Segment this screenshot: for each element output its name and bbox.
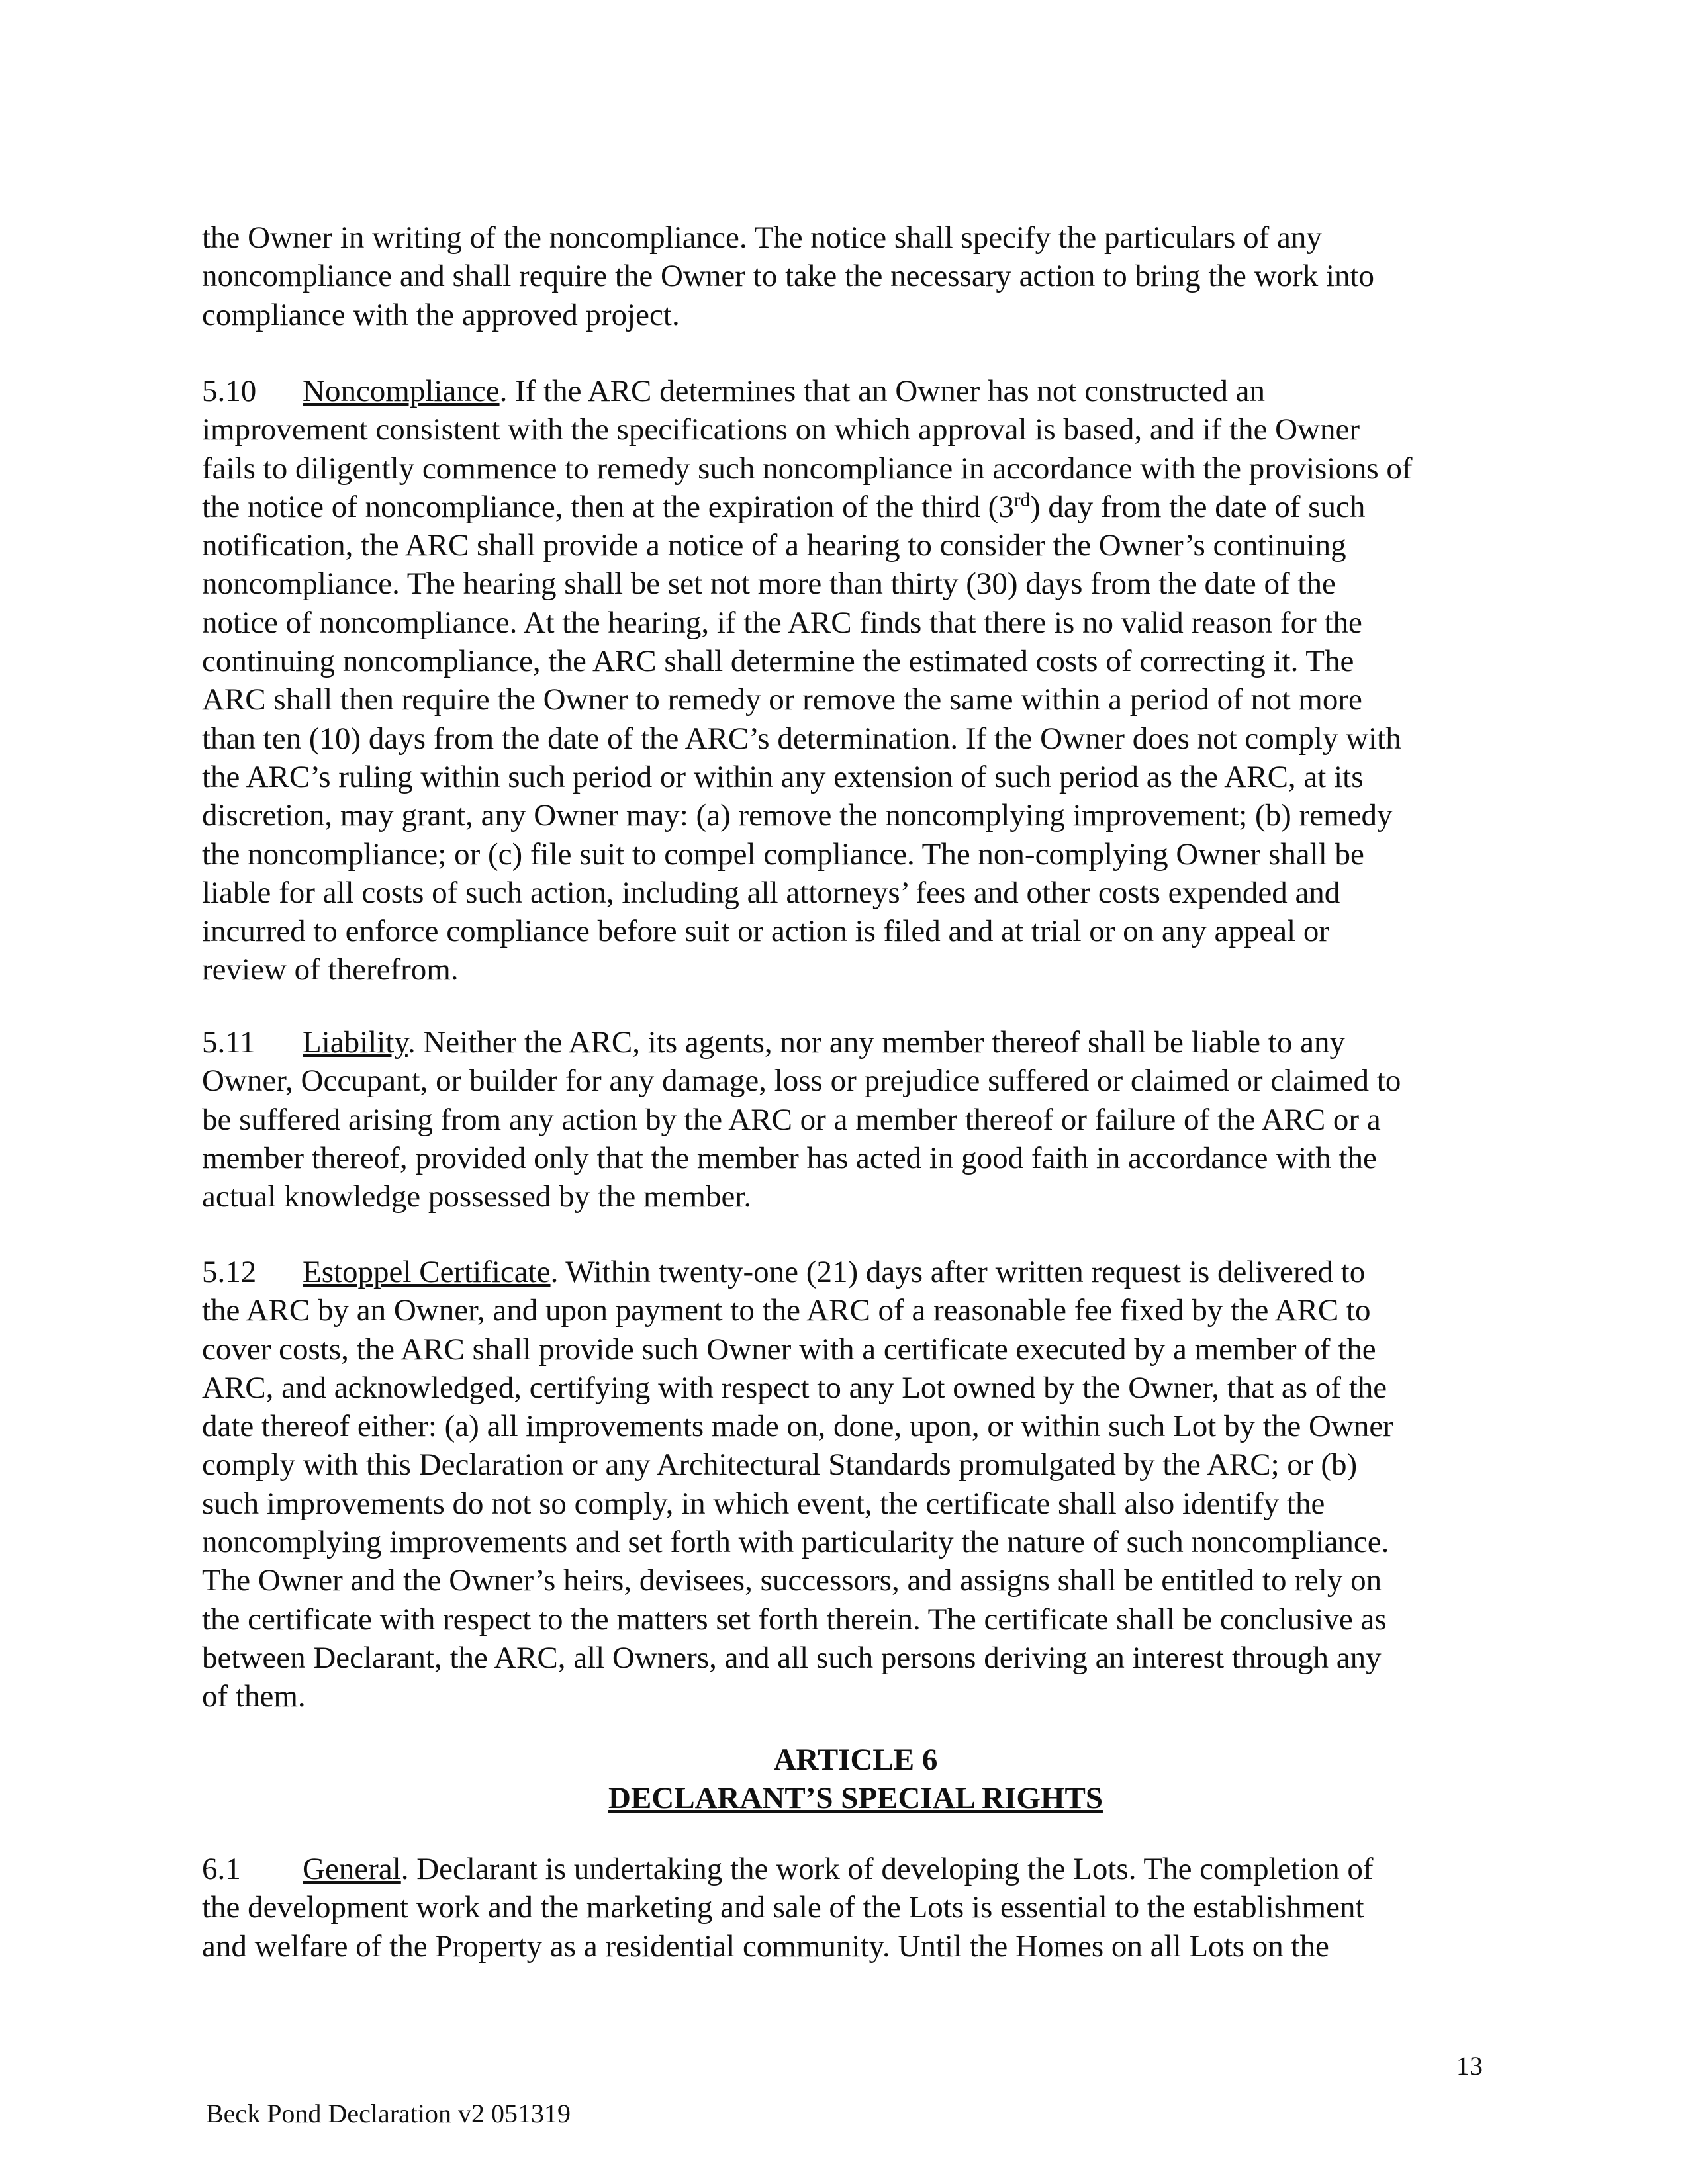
text-line: the certificate with respect to the matters set forth therein. The certificate shall be conclusive as <box>202 1602 1387 1637</box>
text-line: the noncompliance; or (c) file suit to compel compliance. The non-complying Owner shall be <box>202 837 1364 872</box>
text-line: cover costs, the ARC shall provide such Owner with a certificate executed by a member of the <box>202 1332 1376 1367</box>
text-fragment: the notice of noncompliance, then at the expiration of the third (3 <box>202 489 1014 524</box>
text-line: Owner, Occupant, or builder for any damage, loss or prejudice suffered or claimed or claimed to <box>202 1064 1401 1099</box>
text-line: notification, the ARC shall provide a notice of a hearing to consider the Owner’s continuing <box>202 528 1346 563</box>
text-line: member thereof, provided only that the member has acted in good faith in accordance with the <box>202 1140 1377 1175</box>
section-5-11 <box>202 1023 1509 1216</box>
text-fragment: . Within twenty-one (21) days after written request is delivered to <box>550 1255 1366 1289</box>
text-line: of them. <box>202 1679 306 1714</box>
text-line: date thereof either: (a) all improvements made on, done, upon, or within such Lot by the Owner <box>202 1409 1393 1444</box>
section-6-1 <box>202 1850 1509 1966</box>
text-line: the Owner in writing of the noncompliance. The notice shall specify the particulars of any <box>202 220 1322 255</box>
text-line: noncompliance and shall require the Owner to take the necessary action to bring the work into <box>202 259 1375 294</box>
text-line: the ARC by an Owner, and upon payment to the ARC of a reasonable fee fixed by the ARC to <box>202 1293 1371 1328</box>
text-line: review of therefrom. <box>202 952 459 987</box>
text-line: liable for all costs of such action, including all attorneys’ fees and other costs expended and <box>202 875 1340 910</box>
text-line: fails to diligently commence to remedy such noncompliance in accordance with the provisions of <box>202 451 1413 486</box>
text-line: such improvements do not so comply, in which event, the certificate shall also identify the <box>202 1486 1325 1521</box>
text-line: actual knowledge possessed by the member. <box>202 1179 752 1214</box>
text-line: than ten (10) days from the date of the ARC’s determination. If the Owner does not comply with <box>202 721 1401 756</box>
article-subheading-text: DECLARANT’S SPECIAL RIGHTS <box>608 1781 1103 1815</box>
section-title: Noncompliance <box>303 374 500 408</box>
text-line: notice of noncompliance. At the hearing, if the ARC finds that there is no valid reason for the <box>202 605 1362 640</box>
ordinal-superscript: rd <box>1013 489 1030 511</box>
footer-doc-id: Beck Pond Declaration v2 051319 <box>206 2099 571 2128</box>
text-line: improvement consistent with the specifications on which approval is based, and if the Owner <box>202 412 1360 447</box>
article-subheading <box>202 1779 1509 1817</box>
section-5-10 <box>202 372 1509 989</box>
section-title: Estoppel Certificate <box>303 1255 551 1289</box>
text-fragment: ) day from the date of such <box>1030 489 1366 524</box>
section-first-line <box>202 1253 1509 1291</box>
text-line: noncomplying improvements and set forth with particularity the nature of such noncompliance. <box>202 1525 1389 1560</box>
text-line: The Owner and the Owner’s heirs, devisees, successors, and assigns shall be entitled to rely on <box>202 1563 1382 1598</box>
text-line-superscript <box>202 488 1509 526</box>
text-fragment: . Declarant is undertaking the work of developing the Lots. The completion of <box>400 1852 1374 1886</box>
text-fragment: . If the ARC determines that an Owner has not constructed an <box>499 374 1265 408</box>
section-number: 5.12 <box>202 1255 257 1289</box>
text-line: incurred to enforce compliance before suit or action is filed and at trial or on any appeal or <box>202 914 1330 949</box>
text-line: the ARC’s ruling within such period or within any extension of such period as the ARC, at its <box>202 759 1364 794</box>
text-line: discretion, may grant, any Owner may: (a) remove the noncomplying improvement; (b) remedy <box>202 798 1393 833</box>
text-line: be suffered arising from any action by the ARC or a member thereof or failure of the ARC or a <box>202 1102 1381 1137</box>
text-line: ARC shall then require the Owner to remedy or remove the same within a period of not more <box>202 682 1362 717</box>
section-first-line <box>202 1850 1509 1888</box>
text-line: comply with this Declaration or any Architectural Standards promulgated by the ARC; or (b) <box>202 1447 1358 1482</box>
paragraph-continued <box>202 218 1509 334</box>
text-line: continuing noncompliance, the ARC shall determine the estimated costs of correcting it. The <box>202 644 1354 679</box>
section-5-12 <box>202 1253 1509 1716</box>
text-line: between Declarant, the ARC, all Owners, and all such persons deriving an interest through any <box>202 1640 1382 1675</box>
page-number: 13 <box>1456 2051 1483 2081</box>
text-line: and welfare of the Property as a residential community. Until the Homes on all Lots on the <box>202 1929 1329 1964</box>
text-line: the development work and the marketing and sale of the Lots is essential to the establishment <box>202 1890 1364 1925</box>
section-title: General <box>303 1852 401 1886</box>
section-number: 5.11 <box>202 1025 256 1060</box>
article-heading: ARTICLE 6 <box>773 1743 938 1777</box>
section-number: 6.1 <box>202 1852 241 1886</box>
section-first-line <box>202 1023 1509 1062</box>
text-line: compliance with the approved project. <box>202 297 680 332</box>
section-first-line <box>202 372 1509 410</box>
text-fragment: . Neither the ARC, its agents, nor any member thereof shall be liable to any <box>407 1025 1345 1060</box>
text-line: ARC, and acknowledged, certifying with respect to any Lot owned by the Owner, that as of the <box>202 1370 1387 1405</box>
section-title: Liability <box>303 1025 408 1060</box>
section-number: 5.10 <box>202 374 257 408</box>
text-line: noncompliance. The hearing shall be set not more than thirty (30) days from the date of the <box>202 567 1336 602</box>
